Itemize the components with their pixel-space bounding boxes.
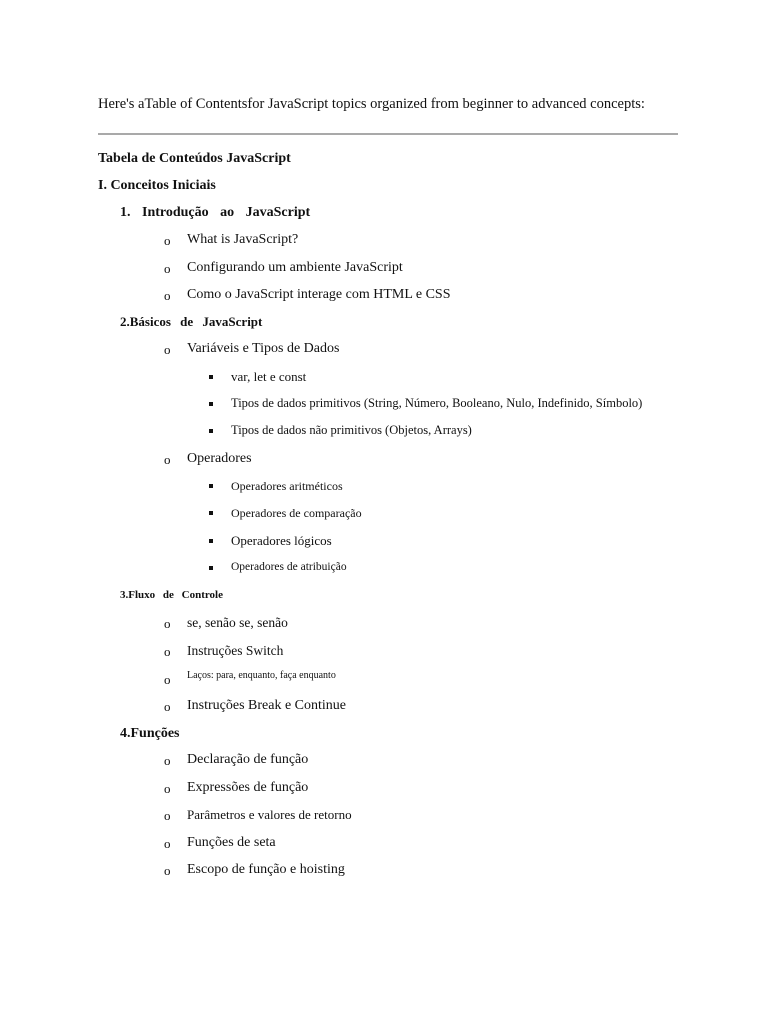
list-item: Escopo de função e hoisting (187, 862, 345, 877)
list-item: What is JavaScript? (187, 232, 299, 247)
circle-bullet-icon: o (164, 288, 171, 303)
sub-list-item: Tipos de dados não primitivos (Objetos, Arrays) (231, 423, 472, 437)
square-bullet-icon (209, 429, 213, 433)
circle-bullet-icon: o (164, 342, 171, 357)
list-item: Como o JavaScript interage com HTML e CSS (187, 287, 451, 302)
circle-bullet-icon: o (164, 672, 171, 687)
list-item: Parâmetros e valores de retorno (187, 807, 352, 822)
circle-bullet-icon: o (164, 836, 171, 851)
section-heading: 2.Básicos de JavaScript (120, 314, 263, 329)
list-item: Instruções Break e Continue (187, 698, 347, 713)
list-item: Funções de seta (187, 835, 276, 850)
horizontal-rule (98, 133, 678, 135)
list-item: Operadores (187, 451, 252, 466)
circle-bullet-icon: o (164, 452, 171, 467)
square-bullet-icon (209, 375, 213, 379)
circle-bullet-icon: o (164, 808, 171, 823)
toc-title: Tabela de Conteúdos JavaScript (98, 151, 291, 166)
section-heading: 3.Fluxo de Controle (120, 589, 223, 601)
circle-bullet-icon: o (164, 863, 171, 878)
list-item: Configurando um ambiente JavaScript (187, 260, 403, 275)
section-heading: 4.Funções (120, 726, 180, 741)
part-title: I. Conceitos Iniciais (98, 178, 216, 193)
sub-list-item: Operadores de atribuição (231, 561, 347, 573)
list-item: Declaração de função (187, 752, 309, 767)
square-bullet-icon (209, 566, 213, 570)
sub-list-item: Tipos de dados primitivos (String, Número, Booleano, Nulo, Indefinido, Símbolo) (231, 396, 643, 410)
circle-bullet-icon: o (164, 233, 171, 248)
circle-bullet-icon: o (164, 644, 171, 659)
list-item: Laços: para, enquanto, faça enquanto (187, 670, 336, 681)
circle-bullet-icon: o (164, 616, 171, 631)
square-bullet-icon (209, 402, 213, 406)
square-bullet-icon (209, 511, 213, 515)
circle-bullet-icon: o (164, 781, 171, 796)
sub-list-item: Operadores lógicos (231, 533, 332, 548)
list-item: Instruções Switch (187, 643, 284, 658)
sub-list-item: Operadores de comparação (231, 506, 362, 520)
list-item: Variáveis e Tipos de Dados (187, 341, 340, 356)
sub-list-item: Operadores aritméticos (231, 479, 343, 493)
circle-bullet-icon: o (164, 699, 171, 714)
square-bullet-icon (209, 539, 213, 543)
circle-bullet-icon: o (164, 261, 171, 276)
section-heading: 1. Introdução ao JavaScript (120, 205, 311, 220)
square-bullet-icon (209, 484, 213, 488)
sub-list-item: var, let e const (231, 369, 307, 384)
list-item: se, senão se, senão (187, 615, 288, 630)
list-item: Expressões de função (187, 780, 309, 795)
circle-bullet-icon: o (164, 753, 171, 768)
intro-paragraph: Here's aTable of Contentsfor JavaScript topics organized from beginner to advanced concepts: (98, 96, 645, 112)
